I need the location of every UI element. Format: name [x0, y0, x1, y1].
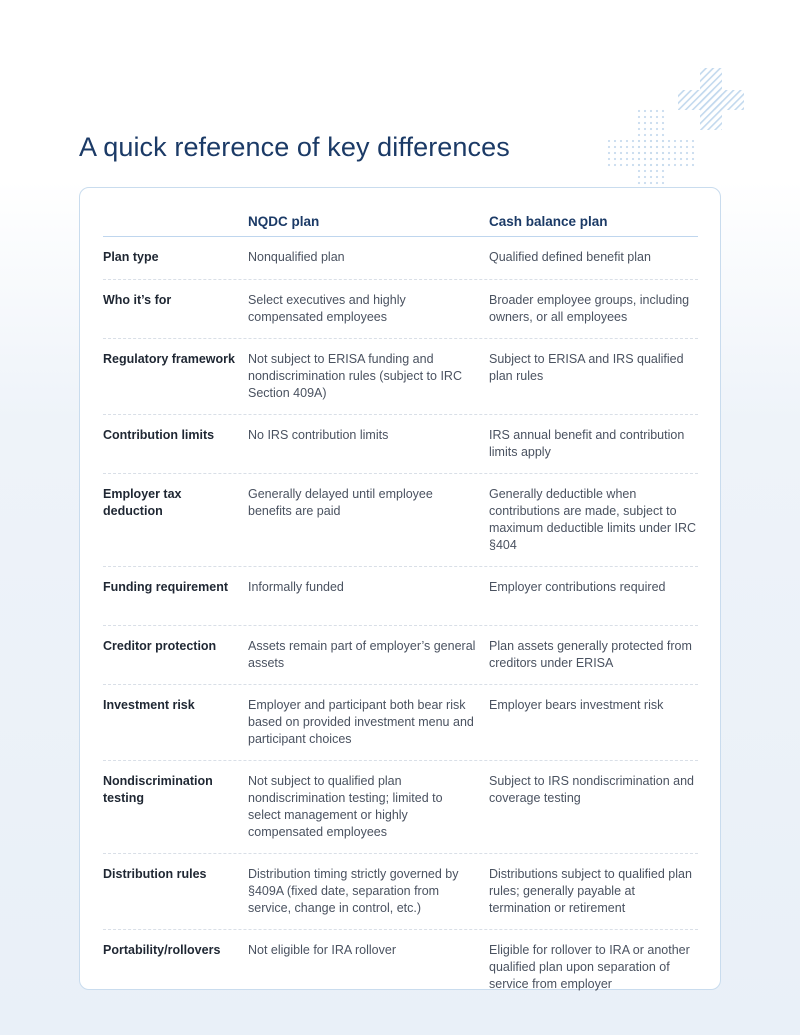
table-row [103, 474, 698, 567]
row-label: Distribution rules [103, 867, 207, 881]
cash-balance-cell: Employer contributions required [489, 580, 666, 594]
row-label: Nondiscrimination testing [103, 774, 213, 805]
table-row [103, 415, 698, 474]
nqdc-cell: No IRS contribution limits [248, 428, 389, 442]
table-row [103, 280, 698, 339]
row-label: Investment risk [103, 698, 195, 712]
cash-balance-cell: Plan assets generally protected from creditors under ERISA [489, 639, 692, 670]
cash-balance-cell: Eligible for rollover to IRA or another qualified plan upon separation of service from employer [489, 943, 690, 991]
table-row [103, 626, 698, 685]
table-row [103, 567, 698, 626]
cash-balance-cell: Generally deductible when contributions are made, subject to maximum deductible limits under IRC §404 [489, 487, 697, 552]
table-row [103, 339, 698, 415]
page-title: A quick reference of key differences [79, 132, 510, 162]
row-label: Regulatory framework [103, 352, 235, 366]
cash-balance-cell: IRS annual benefit and contribution limits apply [489, 428, 685, 459]
table-header [103, 188, 698, 237]
cash-balance-cell: Subject to ERISA and IRS qualified plan rules [489, 352, 684, 383]
row-label: Plan type [103, 250, 159, 264]
row-label: Portability/rollovers [103, 943, 221, 957]
table-row [103, 930, 698, 1010]
nqdc-cell: Nonqualified plan [248, 250, 345, 264]
cash-balance-cell: Broader employee groups, including owners, or all employees [489, 293, 690, 324]
dotted-cross-pattern-icon [600, 60, 750, 190]
nqdc-cell: Informally funded [248, 580, 344, 594]
header-cash-balance: Cash balance plan [489, 214, 608, 229]
nqdc-cell: Select executives and highly compensated employees [248, 293, 406, 324]
comparison-table [103, 188, 698, 1010]
nqdc-cell: Not eligible for IRA rollover [248, 943, 396, 957]
row-label: Contribution limits [103, 428, 215, 442]
nqdc-cell: Assets remain part of employer’s general assets [248, 639, 476, 670]
nqdc-cell: Not subject to ERISA funding and nondiscrimination rules (subject to IRC Section 409A) [248, 352, 462, 400]
nqdc-cell: Not subject to qualified plan nondiscrimination testing; limited to select management or highly compensated employees [248, 774, 443, 839]
table-row [103, 237, 698, 280]
cash-balance-cell: Qualified defined benefit plan [489, 250, 651, 264]
table-body [103, 237, 698, 1010]
row-label: Who it’s for [103, 293, 172, 307]
row-label: Creditor protection [103, 639, 217, 653]
nqdc-cell: Employer and participant both bear risk based on provided investment menu and participant choices [248, 698, 474, 746]
table-row [103, 685, 698, 761]
comparison-card [79, 187, 721, 990]
nqdc-cell: Generally delayed until employee benefits are paid [248, 487, 433, 518]
table-row [103, 761, 698, 854]
row-label: Funding requirement [103, 580, 228, 594]
cash-balance-cell: Distributions subject to qualified plan rules; generally payable at termination or retirement [489, 867, 692, 915]
cash-balance-cell: Employer bears investment risk [489, 698, 664, 712]
table-row [103, 854, 698, 930]
nqdc-cell: Distribution timing strictly governed by §409A (fixed date, separation from service, change in control, etc.) [248, 867, 459, 915]
header-nqdc: NQDC plan [248, 214, 320, 229]
header-blank [103, 188, 248, 236]
cash-balance-cell: Subject to IRS nondiscrimination and coverage testing [489, 774, 694, 805]
row-label: Employer tax deduction [103, 487, 182, 518]
